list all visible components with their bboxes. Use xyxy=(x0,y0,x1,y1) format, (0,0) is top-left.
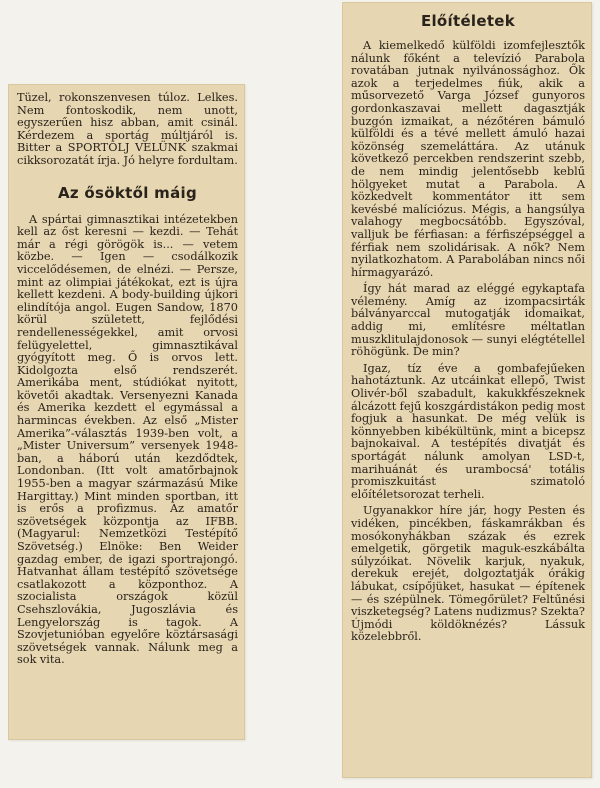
left-clipping xyxy=(8,84,245,740)
body-paragraph: A spártai gimnasztikai intézetekben kell az őst keresni — kezdi. — Tehát már a régi görögök is... — vetem közbe. — Igen — csodálkozik viccelődésemen, de elnézi. — Persze, mint az olimpiai játékokat, ezt is újra kellett kezdeni. A body-building újkori elindítója angol. Eugen Sandow, 1870 körül született, fejlődési rendellenességekkel, amit orvosi felügyelettel, gimnasztikával gyógyított meg. Ő is orvos lett. Kidolgozta első rendszerét. Amerikába ment, stúdiókat nyitott, követői akadtak. Versenyezni Kanada és Amerika kezdett el egymással a harmincas években. Az első „Mister Amerika”-választás 1939-ben volt, a „Mister Universum” versenyek 1948-ban, a háború után kezdődtek, Londonban. (Itt volt amatőrbajnok 1955-ben a magyar származású Mike Hargittay.) Mint minden sportban, itt is erős a profizmus. Az amatőr szövetségek központja az IFBB. (Magyarul: Nemzetközi Testépítő Szövetség.) Elnöke: Ben Weider gazdag ember, de igazi sportrajongó. Hatvanhat állam testépítő szövetsége csatlakozott a központhoz. A szocialista országok közül Csehszlovákia, Jugoszlávia és Lengyelország is tagok. A Szovjetunióban egyelőre köztársasági szövetségek vannak. Nálunk meg a sok vita. xyxy=(17,212,238,667)
section-heading: Az ősöktől máig xyxy=(57,183,198,202)
article-heading: Előítéletek xyxy=(420,12,516,30)
intro-paragraph: Tüzel, rokonszenvesen túloz. Lelkes. Nem fontoskodik, nem unott, egyszerűen hisz abban, amit csinál. Kérdezem a sportág múltjáról is. Bitter a SPORTOLJ VELÜNK szakmai cikksorozatát írja. Jó helyre fordultam. xyxy=(17,91,238,167)
paragraph-3: Igaz, tíz éve a gombafejűeken hahotáztunk. Az utcáinkat ellepő, Twist Olivér-ből szabadult, kakukkfészeknek álcázott fejű koszgárdistákon pedig most fogjuk a hasunkat. De még velük is könnyebben kibékültünk, mint a bicepsz bajnokaival. A testépítés divatját és sportágát nálunk amolyan LSD-t, marihuánát és urambocsá' totális promiszkuitást szimatoló előítéletsorozat terheli. xyxy=(351,361,585,501)
paragraph-1: A kiemelkedő külföldi izomfejlesztők nálunk főként a televízió Parabola rovatában jutnak nyilvánossághoz. Ők azok a terjedelmes fiúk, akik a műsorvezető Varga József gunyoros gordonkaszavai mellett dagasztják buzgón izmaikat, a nézőtéren bámuló külföldi és a tévé mellett ámuló hazai közönség szemeláttára. Az utánuk következő percekben rendszerint szebb, de nem mindig jelentősebb keblű hölgyeket mutat a Parabola. A közkedvelt kommentátor itt sem kevésbé malíciózus. Mégis, a hangsúlya valahogy megbocsátóbb. Egyszóval, valljuk be férfiasan: a férfiszépséggel a férfiak nem szolidárisak. A nők? Nem nyilatkozhatom. A Parabolában nincs női hírmagyarázó. xyxy=(351,39,585,279)
paragraph-2: Így hát marad az eléggé egykaptafa vélemény. Amíg az izompacsirták bálványarccal mutogatják idomaikat, addig mi, említésre méltatlan muszklitulajdonosok — sunyi elégtétellel röhögünk. De min? xyxy=(351,282,585,359)
right-clipping xyxy=(342,2,592,778)
paragraph-4: Ugyanakkor híre jár, hogy Pesten és vidéken, pincékben, fáskamrákban és mosókonyhákban százak és ezrek emelgetik, görgetik maguk-eszkábálta súlyzóikat. Növelik karjuk, nyakuk, derekuk erejét, dolgoztatják órákig lábukat, csípőjüket, hasukat — építenek — és szépülnek. Tömegőrület? Feltűnési viszketegség? Latens nudizmus? Szekta? Újmódi köldöknézés? Lássuk közelebbről. xyxy=(351,504,585,644)
